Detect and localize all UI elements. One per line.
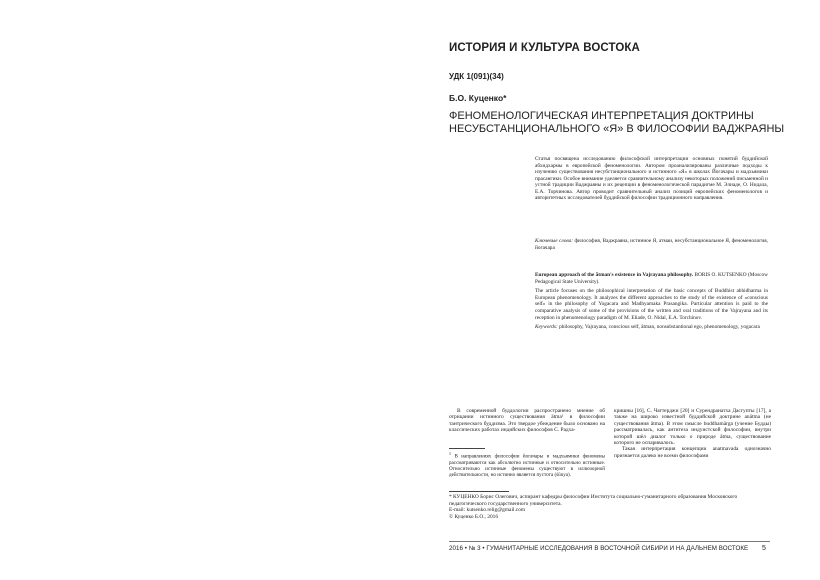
author-note-affiliation: * КУЦЕНКО Борис Олегович, аспирант кафедры философии Института социально-гуманитарного образования Московского педагогического государственного университета. bbox=[449, 494, 738, 507]
udc-code: УДК 1(091)(34) bbox=[449, 72, 504, 81]
english-title-paragraph bbox=[535, 272, 768, 285]
section-title: ИСТОРИЯ И КУЛЬТУРА ВОСТОКА bbox=[449, 42, 640, 54]
article-title-line-2: НЕСУБСТАНЦИОНАЛЬНОГО «Я» В ФИЛОСОФИИ ВАДЖРАЯНЫ bbox=[449, 123, 785, 135]
english-author: BORIS O. KUTSENKO (Moscow Pedagogical State University). bbox=[535, 272, 768, 285]
keywords-ru bbox=[535, 238, 768, 251]
author-note-email: E-mail: kutsenko.relig@gmail.com bbox=[449, 507, 526, 514]
page-number: 5 bbox=[762, 545, 766, 552]
footer-divider bbox=[449, 541, 770, 542]
body-col2-paragraph-1: кришны [16], С. Чаттерджи [20] и Сурендранатха Дасгупты [17], а также на широко известной буддийской доктрине anātma (не существования ātma). В этом смысле buddhamārga (учение Будды) рассматривалась, как антитеза индуистской философии, внутри которой шёл диалог только о природе ātma, существование которого не оспаривалось. bbox=[614, 408, 771, 447]
author-note bbox=[449, 494, 771, 520]
article-title bbox=[449, 110, 789, 136]
author-name: Б.О. Куценко* bbox=[449, 93, 507, 103]
body-col2-paragraph-2: Такая интерпретация концепции anatmavada однозначно признается далеко не всеми философами bbox=[614, 446, 771, 459]
journal-footer: 2016 • № 3 • ГУМАНИТАРНЫЕ ИССЛЕДОВАНИЯ В ВОСТОЧНОЙ СИБИРИ И НА ДАЛЬНЕМ ВОСТОКЕ bbox=[449, 545, 749, 552]
footnote bbox=[449, 451, 605, 479]
english-abstract: The article focuses on the philosophical interpretation of the basic concepts of Buddhist abhidharma in European phenomenology. It analyzes the different approaches to the study of the existence of «conscious self» in the philosophy of Yogacara and Madhyamaka Prasangika. Particular attention is paid to the comparative analysis of some of the provisions of the written and oral traditions of the Vajrayana and its reception in phenomenology paradigm of M. Eliade, O. Nidal, E.A. Torchinov. bbox=[535, 288, 768, 321]
author-note-divider bbox=[449, 491, 509, 492]
footnote-text: В направлениях философии йогачары и мадхьямики феномены рассматриваются как абсолютно истинные и относительно истинные. Относительно истинные феномены существуют в иллюзорной действительности, но истинно является пустота (śūnya). bbox=[449, 453, 605, 479]
keywords-ru-text: философия, Ваджраяна, истинное Я, атман, несубстанциональное Я, феноменология, йогачара bbox=[535, 238, 768, 251]
english-title: European approach of the ātman's existence in Vajrayana philosophy. bbox=[535, 272, 694, 278]
body-column-1 bbox=[449, 408, 605, 434]
keywords-ru-label: Ключевые слова: bbox=[535, 238, 574, 244]
footnote-mark: 1 bbox=[449, 451, 451, 456]
body-column-2 bbox=[614, 408, 771, 459]
footnote-divider bbox=[449, 448, 485, 449]
abstract-ru: Статья посвящена исследованию философской интерпретации основных понятий буддийской абхидхармы в европейской феноменологии. Автором проанализированы различные подходы к изучению существования несубстанционального и истинного «Я» в школах Йогачары и мадхьямики прасангики. Особое внимание уделяется сравнительному анализу некоторых положений письменной и устной традиции Ваджраяны и их рецепции в феноменологической парадигме М. Элиаде, О. Нидала, Е.А. Торчинова. Автор проводит сравнительный анализ позиций европейских феноменологов и авторитетных исследователей буддийской философии традиционного направления. bbox=[535, 156, 768, 201]
english-keywords-text: philosophy, Vajrayana, conscious self, ātman, nonsubstantional ego, phenomenology, yogacara bbox=[559, 324, 760, 331]
english-abstract-block bbox=[535, 272, 768, 334]
article-title-line-1: ФЕНОМЕНОЛОГИЧЕСКАЯ ИНТЕРПРЕТАЦИЯ ДОКТРИНЫ bbox=[449, 110, 754, 122]
english-keywords bbox=[535, 324, 768, 331]
body-col1-paragraph: В современной буддологии распространено мнение об отрицании истинного существования ātma¹ в философии тантрического буддизма. Это твердое убеждение было основано на классических работах индийских философов С. Радха- bbox=[449, 408, 605, 434]
english-keywords-label: Keywords: bbox=[535, 324, 558, 331]
author-note-copyright: © Куценко Б.О., 2016 bbox=[449, 513, 499, 520]
